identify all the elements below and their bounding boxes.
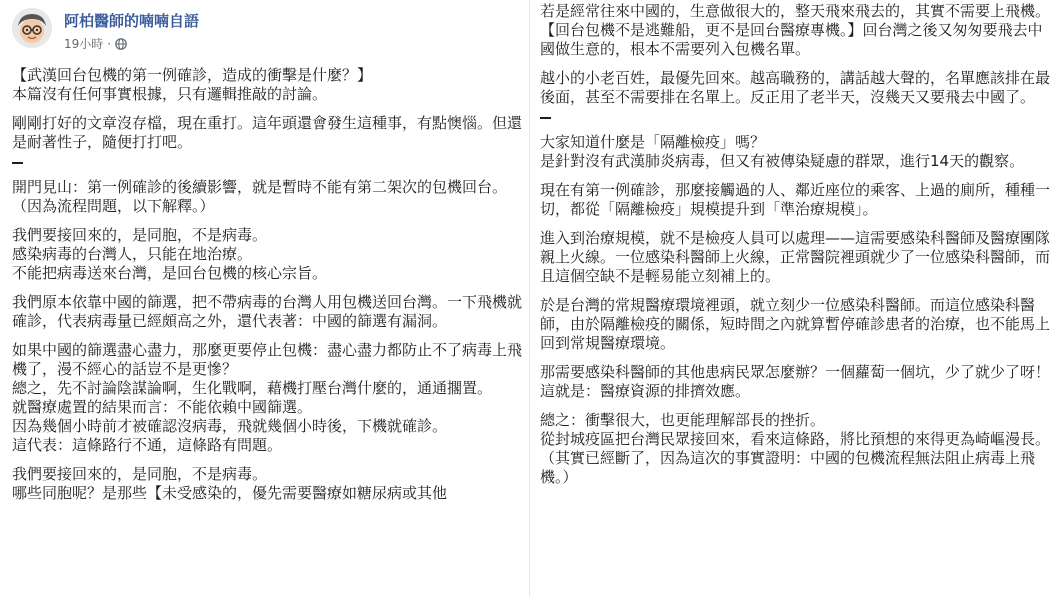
section-divider <box>540 117 551 119</box>
post-paragraph: 如果中國的篩選盡心盡力，那麼更要停止包機：盡心盡力都防止不了病毒上飛機了，漫不經心的話豈不是更慘？ 總之，先不討論陰謀論啊，生化戰啊，藉機打壓台灣什麼的，通通擱置。 就醫療處置的結果而言：不能依賴中國篩選。 因為幾個小時前才被確認沒病毒，飛就幾個小時後，下機就確診。 這代表：這條路行不通，這條路有問題。 <box>12 341 523 454</box>
post-header <box>12 8 512 52</box>
post-paragraph: 我們要接回來的，是同胞，不是病毒。 哪些同胞呢？是那些【未受感染的，優先需要醫療如糖尿病或其他 <box>12 465 448 502</box>
doctor-cartoon-icon <box>12 8 52 48</box>
post-paragraph: 現在有第一例確診，那麼接觸過的人、鄰近座位的乘客、上過的廁所，種種一切，都從「隔離檢疫」規模提升到「準治療規模」。 <box>540 181 1051 218</box>
post-meta <box>64 35 127 53</box>
post-paragraph: 總之：衝擊很大，也更能理解部長的挫折。 從封城疫區把台灣民眾接回來，看來這條路，將比預想的來得更為崎嶇漫長。（其實已經斷了，因為這次的事實證明：中國的包機流程無法阻止病毒上飛機。） <box>540 411 1051 486</box>
author-name-link[interactable]: 阿柏醫師的喃喃自語 <box>64 12 200 30</box>
post-paragraph: 於是台灣的常規醫療環境裡頭，就立刻少一位感染科醫師。而這位感染科醫師，由於隔離檢疫的關係，短時間之內就算暫停確診患者的治療，也不能馬上回到常規醫療環境。 <box>540 296 1051 352</box>
section-divider <box>12 162 23 164</box>
meta-separator: · <box>107 37 112 51</box>
globe-icon[interactable] <box>115 38 127 53</box>
post-paragraph: 若是經常往來中國的，生意做很大的，整天飛來飛去的，其實不需要上飛機。【回台包機不是逃難船，更不是回台醫療專機。】回台灣之後又匆匆要飛去中國做生意的，根本不需要列入包機名單。 <box>540 2 1051 58</box>
column-divider <box>529 0 530 596</box>
post-body-right <box>540 2 1052 497</box>
post-paragraph: 剛剛打好的文章沒存檔，現在重打。這年頭還會發生這種事，有點懊惱。但還是耐著性子，隨便打打吧。 <box>12 114 523 151</box>
post-paragraph: 大家知道什麼是「隔離檢疫」嗎？ 是針對沒有武漢肺炎病毒，但又有被傳染疑慮的群眾，進行14天的觀察。 <box>540 133 1025 170</box>
avatar[interactable] <box>12 8 52 48</box>
post-paragraph: 我們要接回來的，是同胞，不是病毒。 感染病毒的台灣人，只能在地治療。 不能把病毒送來台灣，是回台包機的核心宗旨。 <box>12 226 328 282</box>
post-paragraph: 越小的小老百姓，最優先回來。越高職務的，講話越大聲的，名單應該排在最後面，甚至不需要排在名單上。反正用了老半天，沒幾天又要飛去中國了。 <box>540 69 1051 106</box>
post-paragraph: 進入到治療規模，就不是檢疫人員可以處理——這需要感染科醫師及醫療團隊親上火線。一位感染科醫師上火線，正常醫院裡頭就少了一位感染科醫師，而且這個空缺不是輕易能立刻補上的。 <box>540 229 1051 285</box>
post-body-left <box>12 66 522 513</box>
post-timestamp[interactable]: 19小時 <box>64 37 104 51</box>
post-paragraph: 我們原本依靠中國的篩選，把不帶病毒的台灣人用包機送回台灣。一下飛機就確診，代表病毒量已經頗高之外，還代表著：中國的篩選有漏洞。 <box>12 293 523 330</box>
post-paragraph: 開門見山：第一例確診的後續影響，就是暫時不能有第二架次的包機回台。（因為流程問題，以下解釋。） <box>12 178 508 215</box>
post-paragraph: 那需要感染科醫師的其他患病民眾怎麼辦？一個蘿蔔一個坑，少了就少了呀！這就是：醫療資源的排擠效應。 <box>540 363 1051 400</box>
post-paragraph: 【武漢回台包機的第一例確診，造成的衝擊是什麼？】 本篇沒有任何事實根據，只有邏輯推敲的討論。 <box>12 66 373 103</box>
